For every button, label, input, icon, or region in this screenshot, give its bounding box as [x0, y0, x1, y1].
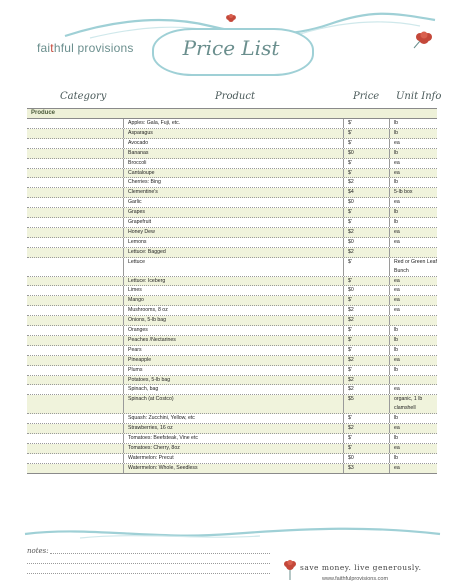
price-cell: $' — [344, 208, 390, 217]
product-cell: Lettuce: Bagged — [124, 248, 344, 257]
product-cell: Pineapple — [124, 356, 344, 365]
product-cell: Grapes — [124, 208, 344, 217]
table-row — [27, 286, 437, 296]
unit-cell — [390, 376, 437, 385]
unit-cell: lb — [394, 415, 399, 422]
unit-cell: ea — [394, 159, 400, 166]
unit-cell: ea — [394, 277, 400, 284]
price-cell: $2 — [344, 385, 390, 394]
table-row — [27, 296, 437, 306]
table-row — [27, 316, 437, 326]
category-cell — [27, 188, 124, 197]
category-cell — [27, 346, 124, 355]
tagline: save money. live generously. — [300, 563, 422, 572]
category-cell — [27, 139, 124, 148]
table-row — [27, 385, 437, 395]
table-row — [27, 454, 437, 464]
category-cell — [27, 169, 124, 178]
table-row — [27, 306, 437, 316]
product-cell: Lettuce: Iceberg — [124, 277, 344, 286]
category-cell — [27, 316, 124, 325]
price-cell: $2 — [344, 376, 390, 385]
product-cell: Tomatoes: Cherry, 8oz — [124, 444, 344, 453]
unit-cell: lb — [394, 219, 399, 226]
category-cell — [27, 454, 124, 463]
price-cell: $' — [344, 129, 390, 138]
table-row — [27, 248, 437, 258]
website-url: www.faithfulprovisions.com — [322, 576, 389, 582]
price-cell: $2 — [344, 316, 390, 325]
unit-cell: ea — [394, 297, 400, 304]
brand-logo — [37, 41, 134, 55]
price-cell: $' — [344, 139, 390, 148]
unit-cell: 5-lb box — [394, 189, 413, 196]
category-cell — [27, 198, 124, 207]
brand-text-part: hful provisions — [53, 41, 134, 55]
unit-cell: lb — [394, 129, 399, 136]
table-row — [27, 149, 437, 159]
table-row — [27, 434, 437, 444]
column-header-product: Product — [215, 91, 255, 102]
category-cell — [27, 258, 124, 276]
product-cell: Potatoes, 5-lb bag — [124, 376, 344, 385]
category-cell — [27, 228, 124, 237]
product-cell: Tomatoes: Beefsteak, Vine etc — [124, 434, 344, 443]
unit-cell: lb — [394, 209, 399, 216]
price-cell: $' — [344, 414, 390, 423]
notes-label: notes: — [27, 547, 49, 555]
price-cell: $0 — [344, 149, 390, 158]
category-cell — [27, 208, 124, 217]
product-cell: Onions, 5-lb bag — [124, 316, 344, 325]
table-row — [27, 129, 437, 139]
category-cell — [27, 129, 124, 138]
category-cell — [27, 414, 124, 423]
category-cell — [27, 296, 124, 305]
table-row — [27, 238, 437, 248]
price-cell: $' — [344, 169, 390, 178]
table-row — [27, 277, 437, 287]
unit-cell: lb — [394, 327, 399, 334]
flower-icon — [410, 30, 436, 52]
unit-cell: lb — [394, 366, 399, 373]
brand-text-part: fai — [37, 41, 51, 55]
category-cell — [27, 248, 124, 257]
unit-cell: ea — [394, 464, 400, 471]
category-cell — [27, 286, 124, 295]
price-cell: $' — [344, 336, 390, 345]
table-row — [27, 464, 437, 473]
category-cell — [27, 218, 124, 227]
price-cell: $2 — [344, 228, 390, 237]
table-row — [27, 326, 437, 336]
column-header-category: Category — [60, 91, 107, 102]
category-cell — [27, 277, 124, 286]
unit-cell: lb — [394, 346, 399, 353]
product-cell: Pears — [124, 346, 344, 355]
table-row — [27, 218, 437, 228]
unit-cell: ea — [394, 307, 400, 314]
product-cell: Broccoli — [124, 159, 344, 168]
product-cell: Avocado — [124, 139, 344, 148]
price-cell: $4 — [344, 188, 390, 197]
category-cell — [27, 464, 124, 473]
price-cell: $' — [344, 159, 390, 168]
product-cell: Asparagus — [124, 129, 344, 138]
table-row — [27, 376, 437, 386]
unit-cell: lb — [394, 336, 399, 343]
price-cell: $' — [344, 119, 390, 128]
price-cell: $2 — [344, 248, 390, 257]
category-cell — [27, 159, 124, 168]
product-cell: Plums — [124, 366, 344, 375]
table-row — [27, 356, 437, 366]
price-cell: $' — [344, 346, 390, 355]
price-cell: $2 — [344, 424, 390, 433]
unit-cell: ea — [394, 287, 400, 294]
table-row — [27, 228, 437, 238]
price-cell: $' — [344, 444, 390, 453]
unit-cell: ea — [394, 425, 400, 432]
product-cell: Bananas — [124, 149, 344, 158]
column-header-unit: Unit Info — [396, 91, 442, 102]
table-row — [27, 188, 437, 198]
unit-cell: ea — [394, 199, 400, 206]
price-cell: $2 — [344, 356, 390, 365]
product-cell: Lettuce — [124, 258, 344, 276]
category-cell — [27, 306, 124, 315]
product-cell: Watermelon: Precut — [124, 454, 344, 463]
table-row — [27, 139, 437, 149]
product-cell: Mango — [124, 296, 344, 305]
price-cell: $2 — [344, 306, 390, 315]
table-row — [27, 336, 437, 346]
price-cell: $' — [344, 258, 390, 276]
product-cell: Clementine's — [124, 188, 344, 197]
table-row — [27, 169, 437, 179]
unit-cell: ea — [394, 238, 400, 245]
unit-cell: lb — [394, 120, 399, 126]
category-cell — [27, 326, 124, 335]
category-cell — [27, 149, 124, 158]
category-cell — [27, 444, 124, 453]
category-cell — [27, 424, 124, 433]
unit-cell: lb — [394, 435, 399, 441]
price-cell: $' — [344, 296, 390, 305]
product-cell: Grapefruit — [124, 218, 344, 227]
notes-line — [50, 553, 270, 554]
unit-cell: ea — [394, 444, 400, 451]
notes-line — [27, 563, 270, 564]
flower-icon — [280, 558, 300, 582]
price-cell: $' — [344, 277, 390, 286]
category-cell — [27, 376, 124, 385]
product-cell: Mushrooms, 8 oz — [124, 306, 344, 315]
category-cell — [27, 336, 124, 345]
notes-line — [27, 573, 270, 574]
table-row — [27, 258, 437, 277]
price-cell: $5 — [344, 395, 390, 413]
product-cell: Squash: Zucchini, Yellow, etc — [124, 414, 344, 423]
category-cell — [27, 434, 124, 443]
product-cell: Oranges — [124, 326, 344, 335]
unit-cell: lb — [394, 454, 399, 461]
price-cell: $0 — [344, 454, 390, 463]
product-cell: Apples: Gala, Fuji, etc. — [124, 119, 344, 128]
table-row — [27, 198, 437, 208]
category-cell — [27, 356, 124, 365]
unit-cell: organic, 1 lb clamshell — [394, 396, 423, 412]
table-row — [27, 159, 437, 169]
product-cell: Lemons — [124, 238, 344, 247]
table-row — [27, 424, 437, 434]
unit-cell — [390, 316, 437, 325]
table-row — [27, 414, 437, 424]
price-cell: $' — [344, 326, 390, 335]
unit-cell: ea — [394, 386, 400, 393]
price-cell: $' — [344, 366, 390, 375]
price-table — [27, 108, 437, 474]
category-cell — [27, 366, 124, 375]
price-cell: $0 — [344, 238, 390, 247]
unit-cell: ea — [394, 356, 400, 363]
product-cell: Honey Dew — [124, 228, 344, 237]
product-cell: Limes — [124, 286, 344, 295]
bottom-swoosh-decoration — [20, 524, 445, 544]
table-row — [27, 444, 437, 454]
category-cell — [27, 385, 124, 394]
unit-cell: lb — [394, 179, 399, 186]
unit-cell: ea — [394, 169, 400, 176]
product-cell: Garlic — [124, 198, 344, 207]
table-row — [27, 346, 437, 356]
column-header-price: Price — [353, 91, 380, 102]
product-cell: Cherries: Bing — [124, 178, 344, 187]
unit-cell: Red or Green Leaf Bunch — [394, 258, 437, 274]
price-cell: $' — [344, 434, 390, 443]
product-cell: Spinach (at Costco) — [124, 395, 344, 413]
brand-accent-letter: t — [50, 41, 54, 55]
page-title: Price List — [182, 36, 280, 60]
flower-icon — [224, 13, 238, 25]
unit-cell — [390, 248, 437, 257]
category-cell — [27, 178, 124, 187]
table-row — [27, 119, 437, 129]
section-label: Produce — [31, 110, 56, 116]
section-row — [27, 109, 437, 119]
price-cell: $0 — [344, 286, 390, 295]
table-row — [27, 178, 437, 188]
unit-cell: lb — [394, 149, 399, 156]
category-cell — [27, 395, 124, 413]
price-cell: $' — [344, 218, 390, 227]
unit-cell: ea — [394, 228, 400, 235]
product-cell: Peaches /Nectarines — [124, 336, 344, 345]
product-cell: Strawberries, 16 oz — [124, 424, 344, 433]
product-cell: Watermelon: Whole, Seedless — [124, 464, 344, 473]
price-cell: $3 — [344, 464, 390, 473]
table-row — [27, 208, 437, 218]
table-row — [27, 366, 437, 376]
category-cell — [27, 238, 124, 247]
product-cell: Spinach, bag — [124, 385, 344, 394]
table-row — [27, 395, 437, 414]
unit-cell: ea — [394, 139, 400, 146]
price-cell: $0 — [344, 198, 390, 207]
product-cell: Cantaloupe — [124, 169, 344, 178]
price-cell: $2 — [344, 178, 390, 187]
category-cell — [27, 119, 124, 128]
